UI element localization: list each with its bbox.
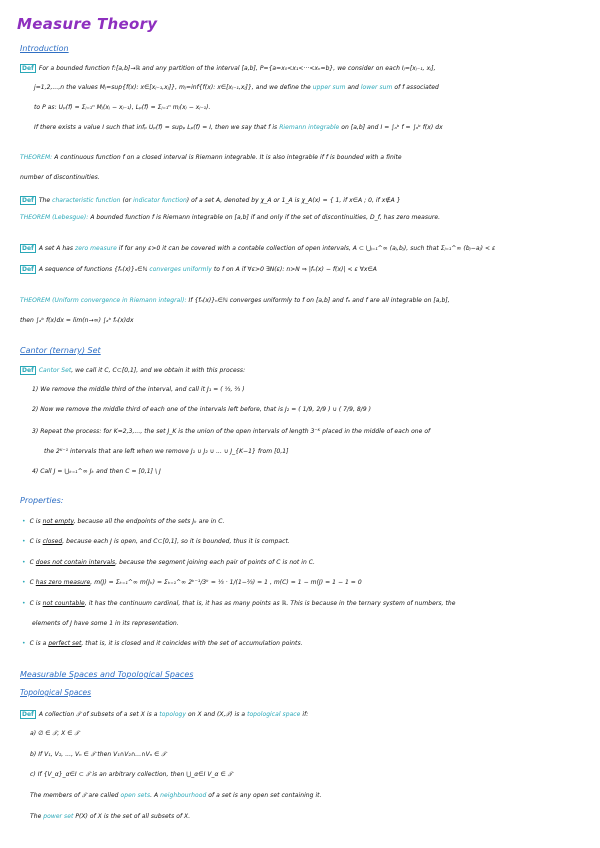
intro-line-2: j=1,2,...,n the values Mⱼ=sup{f(x): x∈[xⱼ₋₁,xⱼ]}, mⱼ=inf{f(x): x∈[xⱼ₋₁,xⱼ]}, and we define the upper sum and lower sum of f associated <box>34 84 439 91</box>
theorem-uniform-line-2: then ∫ₐᵇ f(x)dx = lim(n→∞) ∫ₐᵇ fₙ(x)dx <box>20 317 134 324</box>
term-riemann-integrable: Riemann integrable <box>279 124 340 131</box>
cantor-step-1: 1) We remove the middle third of the interval, and call it J₁ = ( ⅓, ⅔ ) <box>32 386 245 393</box>
section-properties: Properties: <box>20 496 64 505</box>
term-open-sets: open sets <box>120 792 151 799</box>
section-measurable-spaces: Measurable Spaces and Topological Spaces <box>20 670 194 679</box>
term-upper-sum: upper sum <box>312 84 346 91</box>
theorem-continuous-line-2: number of discontinuities. <box>20 174 100 181</box>
term-lower-sum: lower sum <box>360 84 393 91</box>
property-perfect-set: • C is a perfect set, that is, it is closed and it coincides with the set of accumulation points. <box>22 640 303 647</box>
property-no-intervals: • C does not contain intervals, because the segment joining each pair of points of C is not in C. <box>22 559 315 566</box>
def-topology: Def A collection 𝒯 of subsets of a set X is a topology on X and (X,𝒯) is a topological space if: <box>22 711 309 718</box>
cantor-step-3: 3) Repeat the process: for K=2,3,..., the set J_K is the union of the open intervals of length 3⁻ᴷ placed in the middle of each one of <box>32 428 431 435</box>
def-zero-measure: Def A set A has zero measure if for any ε>0 it can be covered with a contable collection of open intervals, A ⊂ ⋃ⱼ₌₁^∞ (aⱼ,bⱼ), such that Σⱼ₌₁^∞ (bⱼ−aⱼ) < ε <box>22 245 496 252</box>
term-indicator-function: indicator function <box>133 197 187 204</box>
intro-line-3: to P as: Uₚ(f) = Σⱼ₌₁ⁿ Mⱼ(xⱼ − xⱼ₋₁), Lₚ(f) = Σⱼ₌₁ⁿ mⱼ(xⱼ − xⱼ₋₁). <box>34 104 211 111</box>
property-zero-measure: • C has zero measure, m(J) = Σₖ₌₁^∞ m(Jₖ) = Σₖ₌₁^∞ 2ᵏ⁻¹/3ᵏ = ⅓ · 1/(1−⅔) = 1 , m(C) = 1 − m(J) = 1 − 1 = 0 <box>22 579 362 586</box>
def-characteristic-function: Def The characteristic function (or indicator function) of a set A, denoted by χ_A or 1_A is χ_A(x) = { 1, if x∈A ; 0, if x∉A } <box>22 197 401 204</box>
topology-axiom-b: b) If V₁, V₂, ..., Vₙ ∈ 𝒯 then V₁∩V₂∩...∩Vₙ ∈ 𝒯 <box>30 751 167 758</box>
term-characteristic-function: characteristic function <box>52 197 121 204</box>
property-not-countable-cont: elements of J have some 1 in its representation. <box>32 620 179 627</box>
cantor-step-4: 4) Call J = ⋃ₖ₌₁^∞ Jₖ and then C = [0,1] \ J <box>32 468 161 475</box>
theorem-lebesgue: THEOREM (Lebesgue): A bounded function f is Riemann integrable on [a,b] if and only if the set of discontinuities, D_f, has zero measure. <box>20 214 441 221</box>
term-converges-uniformly: converges uniformly <box>149 266 212 273</box>
cantor-step-3-cont: the 2ᴷ⁻¹ intervals that are left when we remove J₁ ∪ J₂ ∪ ... ∪ J_{K−1} from [0,1] <box>44 448 289 455</box>
topology-axiom-a: a) ∅ ∈ 𝒯, X ∈ 𝒯 <box>30 730 80 737</box>
term-power-set: power set <box>43 813 74 820</box>
def-tag: Def <box>22 65 34 72</box>
power-set-definition: The power set P(X) of X is the set of all subsets of X. <box>30 813 191 820</box>
section-topological-spaces: Topological Spaces <box>20 688 92 697</box>
property-closed: • C is closed, because each J is open, and C⊂[0,1], so it is bounded, thus it is compact. <box>22 538 290 545</box>
section-cantor-set: Cantor (ternary) Set <box>20 346 101 355</box>
intro-line-4: If there exists a value I such that infₚ Uₚ(f) = supₚ Lₚ(f) = I, then we say that f is Riemann integrable on [a,b] and I = ∫ₐᵇ f = ∫ₐᵇ f(x) dx <box>34 124 443 131</box>
theorem-uniform-label: THEOREM (Uniform convergence in Riemann integral): <box>20 297 187 304</box>
theorem-continuous: THEOREM: A continuous function f on a closed interval is Riemann integrable. It is also integrable if f is bounded with a finite <box>20 154 402 161</box>
theorem-uniform-convergence: THEOREM (Uniform convergence in Riemann integral): If {fₙ(x)}ₙ∈ℕ converges uniformly to f on [a,b] and fₙ and f are all integrable on [a,b], <box>20 297 450 304</box>
term-topological-space: topological space <box>247 711 301 718</box>
topology-axiom-c: c) If {V_α}_α∈I ⊂ 𝒯 is an arbitrary collection, then ⋃_α∈I V_α ∈ 𝒯 <box>30 771 233 778</box>
cantor-definition: Def Cantor Set, we call it C, C⊂[0,1], and we obtain it with this process: <box>22 367 246 374</box>
open-sets-definition: The members of 𝒯 are called open sets. A neighbourhood of a set is any open set containing it. <box>30 792 322 799</box>
term-neighbourhood: neighbourhood <box>160 792 207 799</box>
cantor-step-2: 2) Now we remove the middle third of each one of the intervals left before, that is J₂ = ( 1/9, 2/9 ) ∪ ( 7/9, 8/9 ) <box>32 406 372 413</box>
theorem-label: THEOREM: <box>20 154 53 161</box>
section-introduction: Introduction <box>20 44 69 53</box>
property-not-empty: • C is not empty, because all the endpoints of the sets Jₖ are in C. <box>22 518 225 525</box>
theorem-lebesgue-label: THEOREM (Lebesgue): <box>20 214 89 221</box>
property-not-countable: • C is not countable, it has the continuum cardinal, that is, it has as many points as ℝ. This is because in the ternary system of numbers, the <box>22 600 456 607</box>
def-uniform-convergence: Def A sequence of functions {fₙ(x)}ₙ∈ℕ converges uniformly to f on A if ∀ε>0 ∃N(ε): n>N ⇒ |fₙ(x) − f(x)| < ε ∀x∈A <box>22 266 377 273</box>
page-title: Measure Theory <box>17 15 158 33</box>
term-cantor-set: Cantor Set <box>38 367 72 374</box>
term-topology: topology <box>159 711 187 718</box>
term-zero-measure: zero measure <box>75 245 117 252</box>
intro-line-1: Def For a bounded function f:[a,b]→ℝ and any partition of the interval [a,b], P={a=x₀<x₁<···<xₙ=b}, we consider on each Iⱼ=[xⱼ₋₁, xⱼ], <box>22 65 436 72</box>
